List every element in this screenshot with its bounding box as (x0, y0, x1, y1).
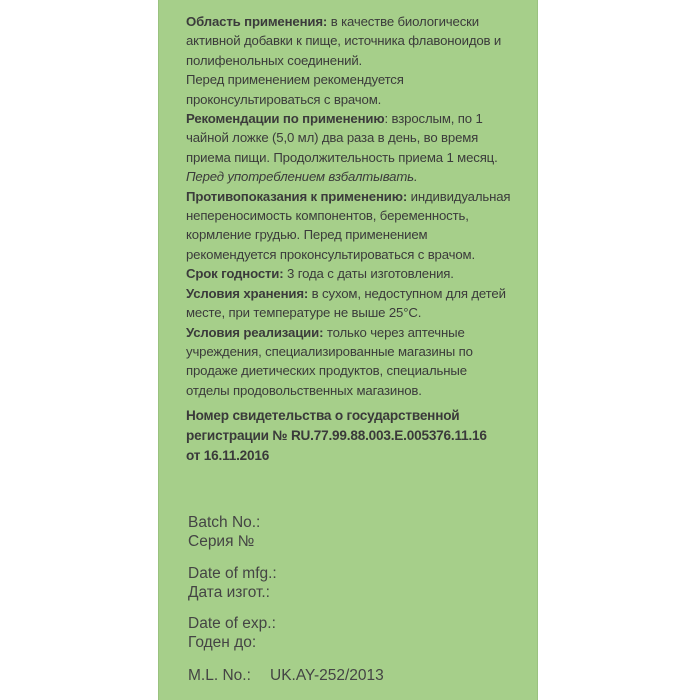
section-title: Область применения: (186, 14, 328, 29)
section-text: только через аптечные (323, 324, 465, 340)
section-line: кормление грудью. Перед применением (186, 227, 428, 243)
section-line: продаже диетических продуктов, специальные (186, 363, 467, 379)
section-storage (186, 284, 531, 323)
section-line: отделы продовольственных магазинов. (186, 382, 422, 398)
section-text: 3 года с даты изготовления. (283, 266, 454, 282)
section-line: активной добавки к пище, источника флавоноидов и (186, 33, 502, 49)
section-text: в сухом, недоступном для детей (308, 285, 506, 301)
section-line: месте, при температуре не выше 25°С. (186, 305, 422, 321)
section-line: приема пищи. Продолжительность приема 1 месяц. (186, 149, 498, 165)
ml-number-label: M.L. No.: (188, 667, 251, 684)
section-line: рекомендуется проконсультироваться с врачом. (186, 246, 475, 262)
section-title: Условия реализации: (186, 324, 324, 340)
exp-date-label-ru: Годен до: (188, 634, 257, 651)
registration-certificate (186, 406, 531, 466)
section-text: индивидуальная (407, 188, 511, 204)
registration-line: Номер свидетельства о государственной (186, 408, 460, 423)
section-text: : взрослым, по 1 (384, 111, 483, 127)
mfg-date-label-ru: Дата изгот.: (188, 584, 270, 601)
batch-label-en: Batch No.: (188, 514, 261, 531)
exp-date-label-en: Date of exp.: (188, 615, 276, 632)
batch-label-ru: Серия № (188, 533, 255, 550)
section-title: Условия хранения: (186, 285, 309, 301)
mfg-date-label-en: Date of mfg.: (188, 565, 277, 582)
shake-note: Перед употреблением взбалтывать. (186, 169, 418, 185)
section-line: проконсультироваться с врачом. (186, 91, 382, 107)
section-title: Рекомендации по применению (186, 111, 385, 127)
section-shelf-life (186, 264, 531, 283)
section-line: Перед применением рекомендуется (186, 72, 404, 88)
section-line: чайной ложке (5,0 мл) два раза в день, во время (186, 130, 479, 146)
section-dosage (186, 109, 531, 187)
section-text: в качестве биологически (327, 14, 479, 29)
registration-line: от 16.11.2016 (186, 448, 270, 463)
section-scope (186, 12, 531, 109)
registration-line: регистрации № RU.77.99.88.003.Е.005376.11.16 (186, 428, 487, 443)
section-sales (186, 323, 531, 401)
section-title: Срок годности: (186, 266, 284, 282)
section-line: непереносимость компонентов, беременность, (186, 208, 469, 224)
section-contraindications (186, 187, 531, 265)
section-line: учреждения, специализированные магазины по (186, 343, 473, 359)
ml-number-value: UK.AY-252/2013 (270, 667, 384, 684)
usage-instructions (186, 12, 531, 400)
section-line: полифенольных соединений. (186, 52, 363, 68)
section-title: Противопоказания к применению: (186, 188, 408, 204)
